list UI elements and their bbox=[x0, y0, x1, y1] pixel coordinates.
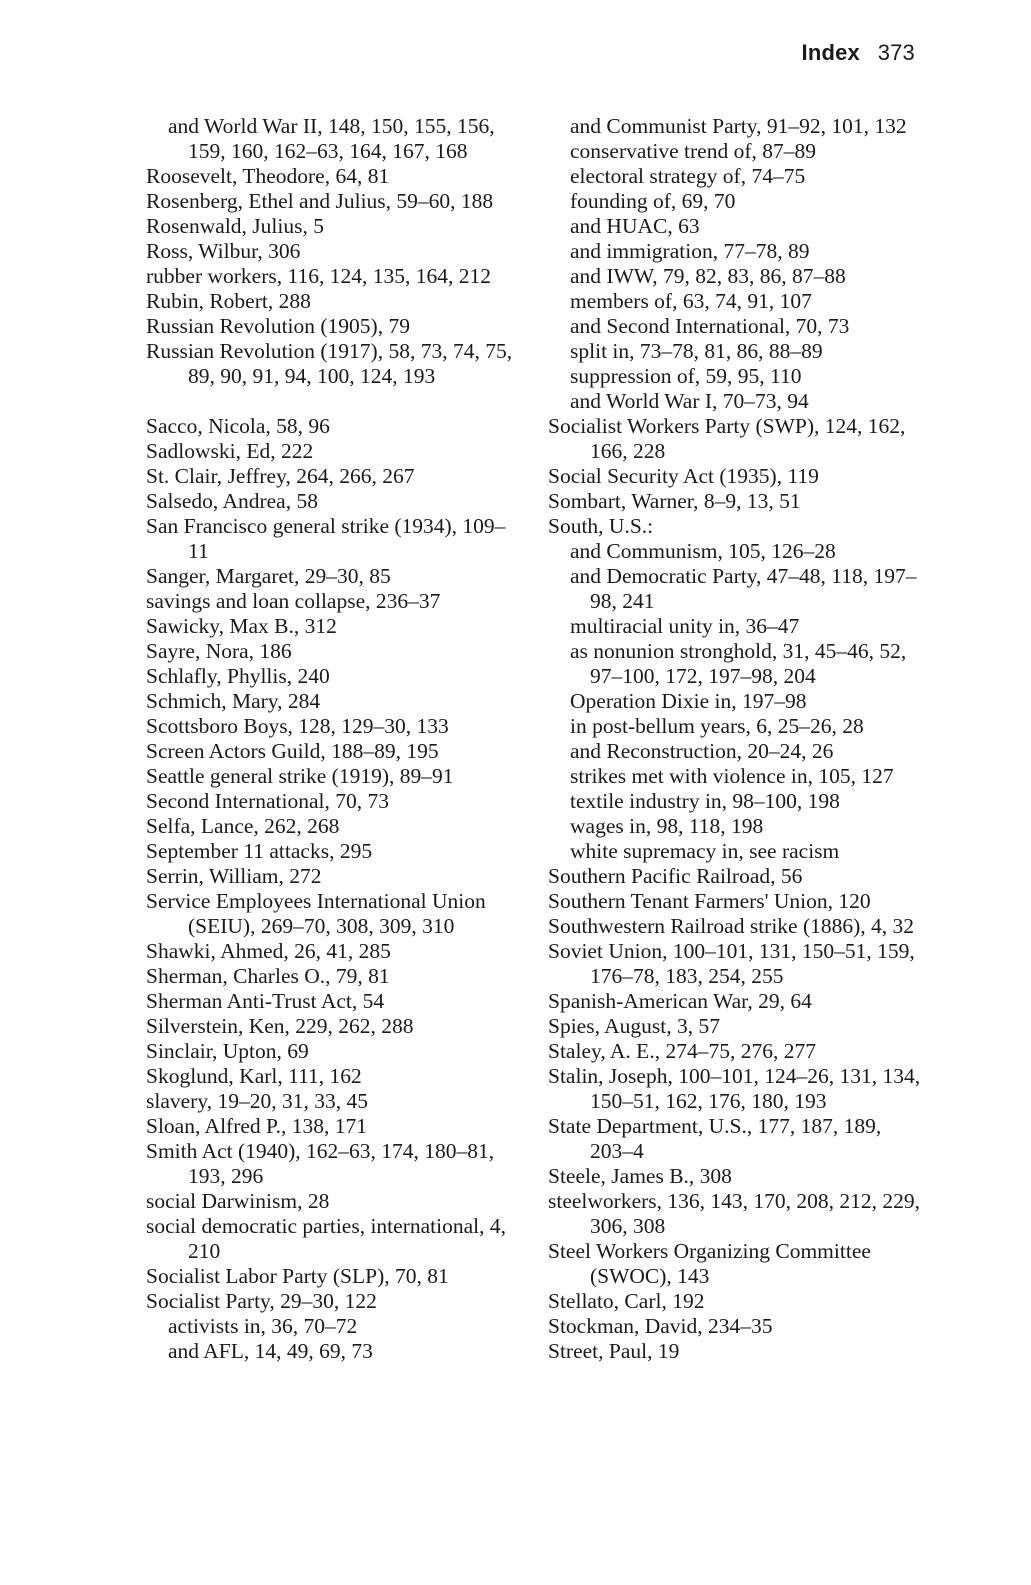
index-entry: South, U.S.: bbox=[548, 514, 654, 538]
index-entry: Steele, James B., 308 bbox=[548, 1164, 732, 1188]
index-entry: social Darwinism, 28 bbox=[146, 1189, 330, 1213]
index-entry: Smith Act (1940), 162–63, 174, 180–81, 193, 296 bbox=[146, 1139, 495, 1188]
index-entry: Spanish-American War, 29, 64 bbox=[548, 989, 812, 1013]
index-entry: Service Employees International Union (SEIU), 269–70, 308, 309, 310 bbox=[146, 889, 486, 938]
index-entry: Sherman Anti-Trust Act, 54 bbox=[146, 989, 385, 1013]
index-entry: steelworkers, 136, 143, 170, 208, 212, 229, 306, 308 bbox=[548, 1189, 921, 1238]
index-entry: Southwestern Railroad strike (1886), 4, 32 bbox=[548, 914, 915, 938]
index-subentry: members of, 63, 74, 91, 107 bbox=[570, 289, 812, 313]
index-entry: Stalin, Joseph, 100–101, 124–26, 131, 134, 150–51, 162, 176, 180, 193 bbox=[548, 1064, 921, 1113]
index-subentry: conservative trend of, 87–89 bbox=[570, 139, 816, 163]
index-subentry: and Reconstruction, 20–24, 26 bbox=[570, 739, 834, 763]
index-entry: Soviet Union, 100–101, 131, 150–51, 159, 176–78, 183, 254, 255 bbox=[548, 939, 915, 988]
index-entry: social democratic parties, international, 4, 210 bbox=[146, 1214, 506, 1263]
index-entry: Sadlowski, Ed, 222 bbox=[146, 439, 314, 463]
index-subentry: and Democratic Party, 47–48, 118, 197–98, 241 bbox=[570, 564, 917, 613]
index-entry: Sloan, Alfred P., 138, 171 bbox=[146, 1114, 367, 1138]
index-entry: Scottsboro Boys, 128, 129–30, 133 bbox=[146, 714, 449, 738]
index-entry: Second International, 70, 73 bbox=[146, 789, 390, 813]
index-subentry: and World War II, 148, 150, 155, 156, 159, 160, 162–63, 164, 167, 168 bbox=[168, 114, 495, 163]
index-entry: Sanger, Margaret, 29–30, 85 bbox=[146, 564, 391, 588]
index-subentry: electoral strategy of, 74–75 bbox=[570, 164, 806, 188]
index-subentry: suppression of, 59, 95, 110 bbox=[570, 364, 802, 388]
index-entry: Rubin, Robert, 288 bbox=[146, 289, 311, 313]
index-subentry: and Communist Party, 91–92, 101, 132 bbox=[570, 114, 907, 138]
index-entry: Sayre, Nora, 186 bbox=[146, 639, 292, 663]
index-entry: Sombart, Warner, 8–9, 13, 51 bbox=[548, 489, 801, 513]
index-entry: Salsedo, Andrea, 58 bbox=[146, 489, 318, 513]
index-entry: Rosenberg, Ethel and Julius, 59–60, 188 bbox=[146, 189, 494, 213]
index-entry: San Francisco general strike (1934), 109–11 bbox=[146, 514, 506, 563]
index-entry: Steel Workers Organizing Committee (SWOC), 143 bbox=[548, 1239, 871, 1288]
index-column-left bbox=[146, 114, 516, 1364]
index-entry: Sawicky, Max B., 312 bbox=[146, 614, 337, 638]
page-number: 373 bbox=[877, 40, 915, 65]
index-subentry: wages in, 98, 118, 198 bbox=[570, 814, 764, 838]
index-entry: Shawki, Ahmed, 26, 41, 285 bbox=[146, 939, 391, 963]
index-subentry: split in, 73–78, 81, 86, 88–89 bbox=[570, 339, 823, 363]
index-entry: Schmich, Mary, 284 bbox=[146, 689, 321, 713]
running-head bbox=[802, 40, 915, 66]
index-entry: September 11 attacks, 295 bbox=[146, 839, 373, 863]
index-entry: Spies, August, 3, 57 bbox=[548, 1014, 721, 1038]
index-subentry: and Communism, 105, 126–28 bbox=[570, 539, 836, 563]
index-entry: Ross, Wilbur, 306 bbox=[146, 239, 301, 263]
index-subentry: and HUAC, 63 bbox=[570, 214, 700, 238]
index-entry: Socialist Workers Party (SWP), 124, 162, 166, 228 bbox=[548, 414, 906, 463]
index-subentry: in post-bellum years, 6, 25–26, 28 bbox=[570, 714, 864, 738]
index-entry: savings and loan collapse, 236–37 bbox=[146, 589, 441, 613]
index-entry: Sinclair, Upton, 69 bbox=[146, 1039, 309, 1063]
letter-section-gap bbox=[146, 389, 516, 414]
index-subentry: and immigration, 77–78, 89 bbox=[570, 239, 810, 263]
index-entry: Sherman, Charles O., 79, 81 bbox=[146, 964, 390, 988]
index-entry: Silverstein, Ken, 229, 262, 288 bbox=[146, 1014, 414, 1038]
index-entry: Sacco, Nicola, 58, 96 bbox=[146, 414, 330, 438]
index-subentry: strikes met with violence in, 105, 127 bbox=[570, 764, 894, 788]
index-entry: Seattle general strike (1919), 89–91 bbox=[146, 764, 454, 788]
index-entry: Screen Actors Guild, 188–89, 195 bbox=[146, 739, 439, 763]
index-entry: Social Security Act (1935), 119 bbox=[548, 464, 819, 488]
index-subentry: and AFL, 14, 49, 69, 73 bbox=[168, 1339, 373, 1363]
index-entry: Socialist Party, 29–30, 122 bbox=[146, 1289, 377, 1313]
index-subentry: and World War I, 70–73, 94 bbox=[570, 389, 809, 413]
index-entry: Schlafly, Phyllis, 240 bbox=[146, 664, 330, 688]
index-entry: Southern Pacific Railroad, 56 bbox=[548, 864, 803, 888]
running-head-label: Index bbox=[801, 40, 860, 65]
index-entry: Stockman, David, 234–35 bbox=[548, 1314, 773, 1338]
index-entry: rubber workers, 116, 124, 135, 164, 212 bbox=[146, 264, 491, 288]
index-subentry: as nonunion stronghold, 31, 45–46, 52, 97–100, 172, 197–98, 204 bbox=[570, 639, 907, 688]
index-entry: Skoglund, Karl, 111, 162 bbox=[146, 1064, 362, 1088]
index-subentry: multiracial unity in, 36–47 bbox=[570, 614, 800, 638]
index-subentry: and Second International, 70, 73 bbox=[570, 314, 850, 338]
index-subentry: founding of, 69, 70 bbox=[570, 189, 736, 213]
index-column-right bbox=[548, 114, 923, 1364]
index-entry: Stellato, Carl, 192 bbox=[548, 1289, 705, 1313]
index-subentry: white supremacy in, see racism bbox=[570, 839, 840, 863]
index-entry: State Department, U.S., 177, 187, 189, 203–4 bbox=[548, 1114, 882, 1163]
index-entry: St. Clair, Jeffrey, 264, 266, 267 bbox=[146, 464, 415, 488]
index-entry: Serrin, William, 272 bbox=[146, 864, 322, 888]
index-entry: Rosenwald, Julius, 5 bbox=[146, 214, 324, 238]
index-entry: Street, Paul, 19 bbox=[548, 1339, 680, 1363]
index-entry: Southern Tenant Farmers' Union, 120 bbox=[548, 889, 871, 913]
index-subentry: textile industry in, 98–100, 198 bbox=[570, 789, 840, 813]
index-entry: Staley, A. E., 274–75, 276, 277 bbox=[548, 1039, 816, 1063]
index-entry: Socialist Labor Party (SLP), 70, 81 bbox=[146, 1264, 449, 1288]
index-entry: Selfa, Lance, 262, 268 bbox=[146, 814, 340, 838]
index-entry: slavery, 19–20, 31, 33, 45 bbox=[146, 1089, 368, 1113]
index-subentry: and IWW, 79, 82, 83, 86, 87–88 bbox=[570, 264, 846, 288]
index-subentry: Operation Dixie in, 197–98 bbox=[570, 689, 807, 713]
index-subentry: activists in, 36, 70–72 bbox=[168, 1314, 358, 1338]
index-entry: Russian Revolution (1905), 79 bbox=[146, 314, 410, 338]
index-entry: Russian Revolution (1917), 58, 73, 74, 75, 89, 90, 91, 94, 100, 124, 193 bbox=[146, 339, 513, 388]
index-entry: Roosevelt, Theodore, 64, 81 bbox=[146, 164, 390, 188]
